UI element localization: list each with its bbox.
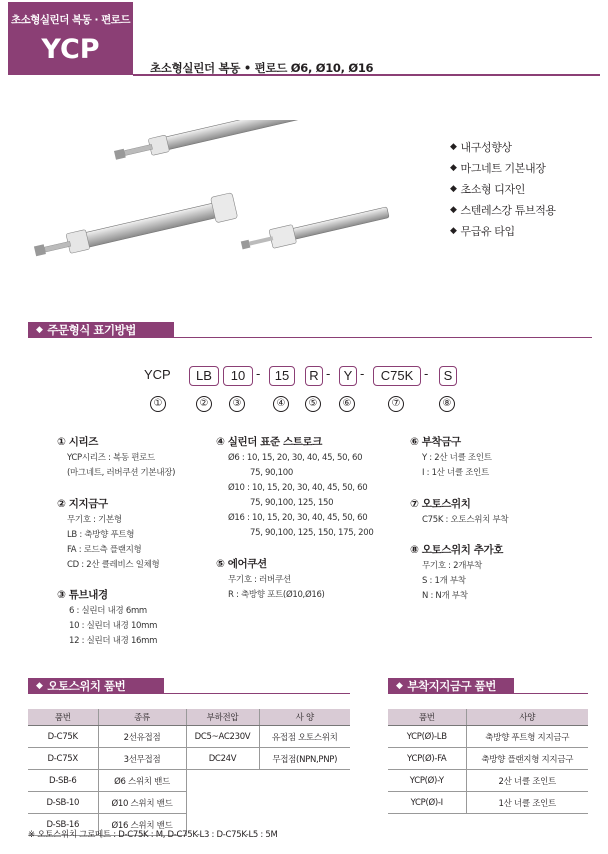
table-row [28, 792, 350, 814]
table-cell-empty [186, 770, 350, 792]
block-accessory: ⑥ 부착금구 Y : 2산 너클 조인트 I : 1산 너클 조인트 [410, 436, 492, 478]
feature-list [450, 136, 556, 241]
table-cell: DC5~AC230V [186, 726, 259, 748]
table-row [388, 792, 588, 814]
code-part-switch: C75K [373, 366, 421, 386]
table-cell: 유접점 오토스위치 [259, 726, 350, 748]
table-cell: D-SB-10 [28, 792, 98, 814]
ordering-section-line [28, 337, 592, 338]
table-cell: YCP(Ø)-Y [388, 770, 466, 792]
switch-table-header: ◆ 오토스위치 품번 [28, 678, 164, 693]
table-cell: D-C75X [28, 748, 98, 770]
code-part-bore: 10 [223, 366, 253, 386]
block-cushion: ⑤ 에어쿠션 무기호 : 러버쿠션 R : 축방향 포트(Ø10,Ø16) [216, 558, 325, 600]
code-dash: - [424, 366, 429, 381]
table-cell: 1산 너클 조인트 [466, 792, 588, 814]
page-title: 초소형실린더 복동 • 편로드 Ø6, Ø10, Ø16 [150, 61, 374, 75]
table-header-row [28, 709, 350, 726]
header-category: 초소형실린더 복동 · 편로드 [10, 14, 131, 26]
table-cell: YCP(Ø)-LB [388, 726, 466, 748]
code-number: ③ [229, 396, 245, 412]
table-cell: DC24V [186, 748, 259, 770]
code-number: ⑤ [305, 396, 321, 412]
table-cell: 2산 너클 조인트 [466, 770, 588, 792]
column-header: 종류 [98, 709, 186, 726]
code-prefix: YCP [144, 367, 171, 382]
block-stroke: ④ 실린더 표준 스트로크 Ø6 : 10, 15, 20, 30, 40, 45, 50, 60 75, 90,100 Ø10 : 10, 15, 20, 30, 40, 45, 50, 60 75, 90,100, 125, 150 Ø16 : 10, 15, 20, 30, 40, 45, 50, 60 75, 90,100, 125, 150, 175, 200 [216, 436, 374, 538]
diamond-icon: ◆ [36, 680, 43, 691]
feature-item: ◆ 마그네트 기본내장 [450, 161, 546, 175]
code-dash: - [360, 366, 365, 381]
code-number: ⑦ [388, 396, 404, 412]
code-number: ② [196, 396, 212, 412]
code-part-cushion: R [305, 366, 323, 386]
switch-table-line [28, 693, 350, 694]
code-dash: - [326, 366, 331, 381]
footnote: ※ 오토스위치 그로메트 : D-C75K : M, D-C75K-L3 : D-C75K-L5 : 5M [28, 830, 278, 840]
table-cell: D-SB-16 [28, 814, 98, 836]
table-cell: 3선무접점 [98, 748, 186, 770]
code-part-stroke: 15 [269, 366, 295, 386]
table-row [28, 748, 350, 770]
table-cell-empty [186, 792, 350, 814]
header-model: YCP [41, 34, 100, 65]
block-switch-qty: ⑧ 오토스위치 추가호 무기호 : 2개부착 S : 1개 부착 N : N개 부착 [410, 544, 503, 601]
block-series: ① 시리즈 YCP시리즈 : 복동 편로드 (마그네트, 러버쿠션 기본내장) [57, 436, 176, 478]
feature-item: ◆ 스텐레스강 튜브적용 [450, 203, 556, 217]
feature-item: ◆ 무급유 타입 [450, 224, 515, 238]
table-cell: D-SB-6 [28, 770, 98, 792]
block-bore: ③ 튜브내경 6 : 실린더 내경 6mm 10 : 실린더 내경 10mm 12 : 실린더 내경 16mm [57, 589, 158, 646]
table-row [388, 770, 588, 792]
table-row [388, 748, 588, 770]
column-header: 사양 [466, 709, 588, 726]
table-cell: YCP(Ø)-I [388, 792, 466, 814]
feature-item: ◆ 초소형 디자인 [450, 182, 525, 196]
table-cell: 축방향 플랜지형 지지금구 [466, 748, 588, 770]
product-photo [30, 120, 390, 270]
table-cell: Ø16 스위치 밴드 [98, 814, 186, 836]
table-row [28, 770, 350, 792]
diamond-icon: ◆ [450, 225, 457, 236]
column-header: 품번 [28, 709, 98, 726]
table-cell: D-C75K [28, 726, 98, 748]
bracket-table-header: ◆ 부착지지금구 품번 [388, 678, 514, 693]
code-number: ① [150, 396, 166, 412]
code-part-switch-qty: S [439, 366, 457, 386]
bracket-table-line [388, 693, 588, 694]
code-dash: - [256, 366, 261, 381]
diamond-icon: ◆ [450, 183, 457, 194]
table-cell: Ø10 스위치 밴드 [98, 792, 186, 814]
column-header: 사 양 [259, 709, 350, 726]
code-number: ⑧ [439, 396, 455, 412]
code-part-accessory: Y [339, 366, 357, 386]
diamond-icon: ◆ [36, 324, 43, 335]
block-mount: ② 지지금구 무기호 : 기본형 LB : 축방향 푸트형 FA : 로드측 플랜지형 CD : 2산 클레비스 일체형 [57, 498, 160, 570]
table-cell: Ø6 스위치 밴드 [98, 770, 186, 792]
table-cell: 무접점(NPN,PNP) [259, 748, 350, 770]
bracket-table [388, 709, 588, 814]
table-row [28, 726, 350, 748]
diamond-icon: ◆ [450, 141, 457, 152]
feature-item: ◆ 내구성향상 [450, 140, 512, 154]
ordering-section-header: ◆ 주문형식 표기방법 [28, 322, 174, 337]
table-cell: 2선유접점 [98, 726, 186, 748]
block-switch: ⑦ 오토스위치 C75K : 오토스위치 부착 [410, 498, 509, 525]
switch-table [28, 709, 350, 836]
code-number: ⑥ [339, 396, 355, 412]
diamond-icon: ◆ [396, 680, 403, 691]
column-header: 부하전압 [186, 709, 259, 726]
table-header-row [388, 709, 588, 726]
diamond-icon: ◆ [450, 162, 457, 173]
code-part-mount: LB [189, 366, 219, 386]
table-row [388, 726, 588, 748]
diamond-icon: ◆ [450, 204, 457, 215]
table-cell: 축방향 푸트형 지지금구 [466, 726, 588, 748]
table-cell: YCP(Ø)-FA [388, 748, 466, 770]
column-header: 품번 [388, 709, 466, 726]
code-number: ④ [273, 396, 289, 412]
